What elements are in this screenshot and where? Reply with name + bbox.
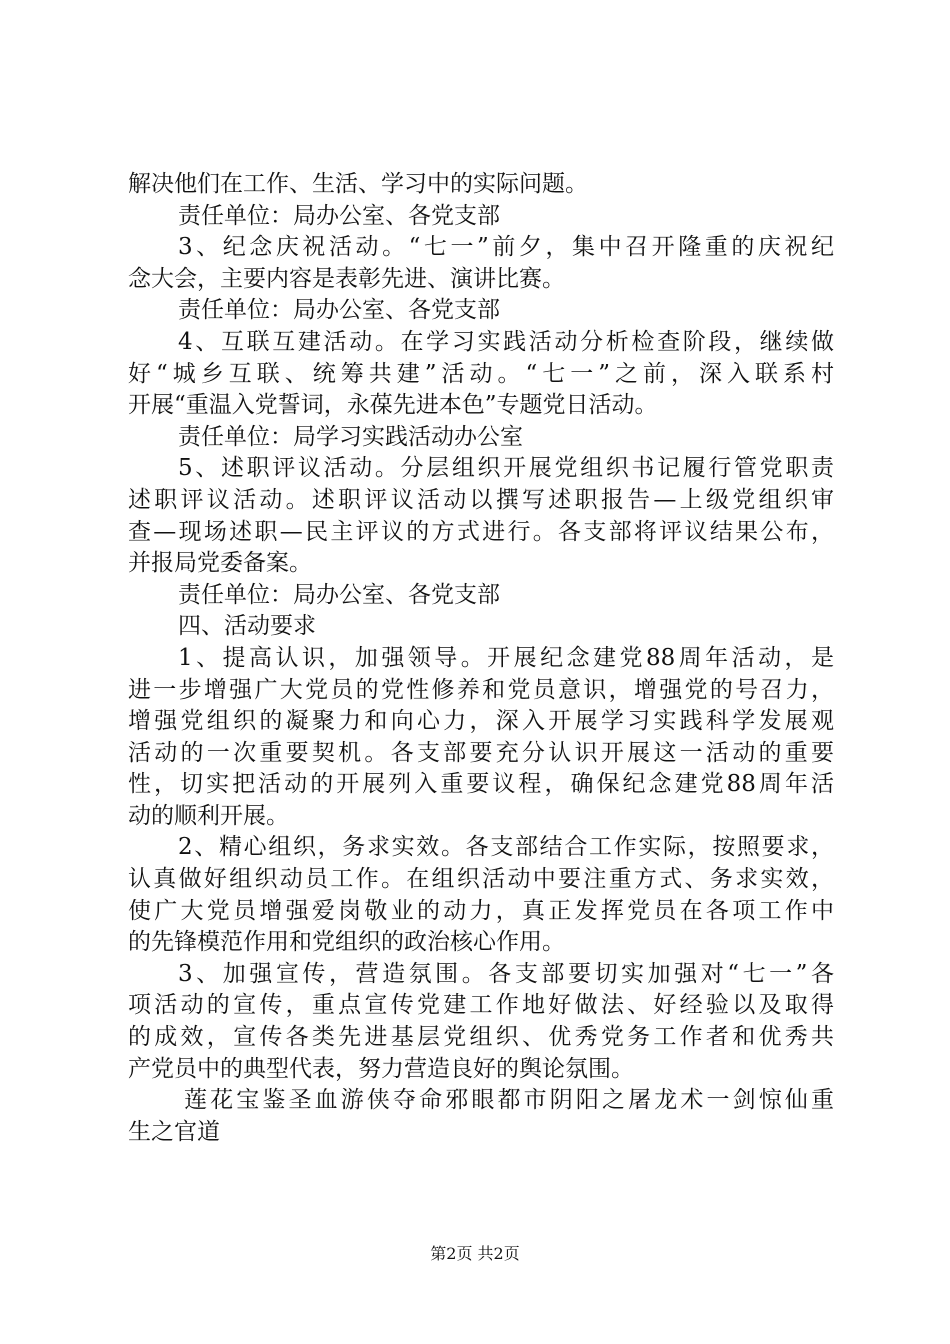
- text-line: 2、精心组织，务求实效。各支部结合工作实际，按照要求，: [178, 834, 834, 861]
- text-line: 查—现场述职—民主评议的方式进行。各支部将评议结果公布，: [128, 518, 834, 545]
- text-line: 使广大党员增强爱岗敬业的动力，真正发挥党员在各项工作中: [128, 897, 834, 924]
- text-line: 开展“重温入党誓词，永葆先进本色”专题党日活动。: [128, 392, 658, 419]
- text-line: 认真做好组织动员工作。在组织活动中要注重方式、务求实效，: [128, 866, 834, 893]
- text-line: 责任单位：局办公室、各党支部: [178, 297, 500, 324]
- text-line: 3、纪念庆祝活动。“七一”前夕，集中召开隆重的庆祝纪: [178, 234, 834, 261]
- text-line: 好“城乡互联、统筹共建”活动。“七一”之前，深入联系村: [128, 360, 834, 387]
- text-line: 增强党组织的凝聚力和向心力，深入开展学习实践科学发展观: [128, 708, 834, 735]
- text-line: 产党员中的典型代表，努力营造良好的舆论氛围。: [128, 1055, 634, 1082]
- text-line: 1、提高认识，加强领导。开展纪念建党88周年活动，是: [178, 644, 834, 671]
- text-line: 并报局党委备案。: [128, 550, 312, 577]
- text-line: 项活动的宣传，重点宣传党建工作地好做法、好经验以及取得: [128, 992, 834, 1019]
- text-line: 责任单位：局办公室、各党支部: [178, 202, 500, 229]
- text-line: 的先锋模范作用和党组织的政治核心作用。: [128, 929, 565, 956]
- text-line: 述职评议活动。述职评议活动以撰写述职报告—上级党组织审: [128, 486, 834, 513]
- text-line: 5、述职评议活动。分层组织开展党组织书记履行管党职责: [178, 455, 834, 482]
- page-footer: 第2页 共2页: [430, 1244, 520, 1263]
- text-line: 责任单位：局学习实践活动办公室: [178, 423, 523, 450]
- text-line: 责任单位：局办公室、各党支部: [178, 581, 500, 608]
- document-body: [128, 169, 834, 1148]
- text-line: 动的顺利开展。: [128, 802, 289, 829]
- text-line: 生之官道: [128, 1118, 220, 1145]
- text-line: 性，切实把活动的开展列入重要议程，确保纪念建党88周年活: [128, 771, 834, 798]
- text-line: 4、互联互建活动。在学习实践活动分析检查阶段，继续做: [178, 328, 834, 355]
- text-line: 的成效，宣传各类先进基层党组织、优秀党务工作者和优秀共: [128, 1024, 834, 1051]
- text-line: 3、加强宣传，营造氛围。各支部要切实加强对“七一”各: [178, 960, 834, 987]
- text-line: 莲花宝鉴圣血游侠夺命邪眼都市阴阳之屠龙术一剑惊仙重: [184, 1087, 834, 1114]
- text-line: 四、活动要求: [178, 613, 316, 640]
- text-line: 念大会，主要内容是表彰先进、演讲比赛。: [128, 265, 565, 292]
- text-line: 解决他们在工作、生活、学习中的实际问题。: [128, 171, 588, 197]
- text-line: 活动的一次重要契机。各支部要充分认识开展这一活动的重要: [128, 739, 834, 766]
- text-line: 进一步增强广大党员的党性修养和党员意识，增强党的号召力，: [128, 676, 834, 703]
